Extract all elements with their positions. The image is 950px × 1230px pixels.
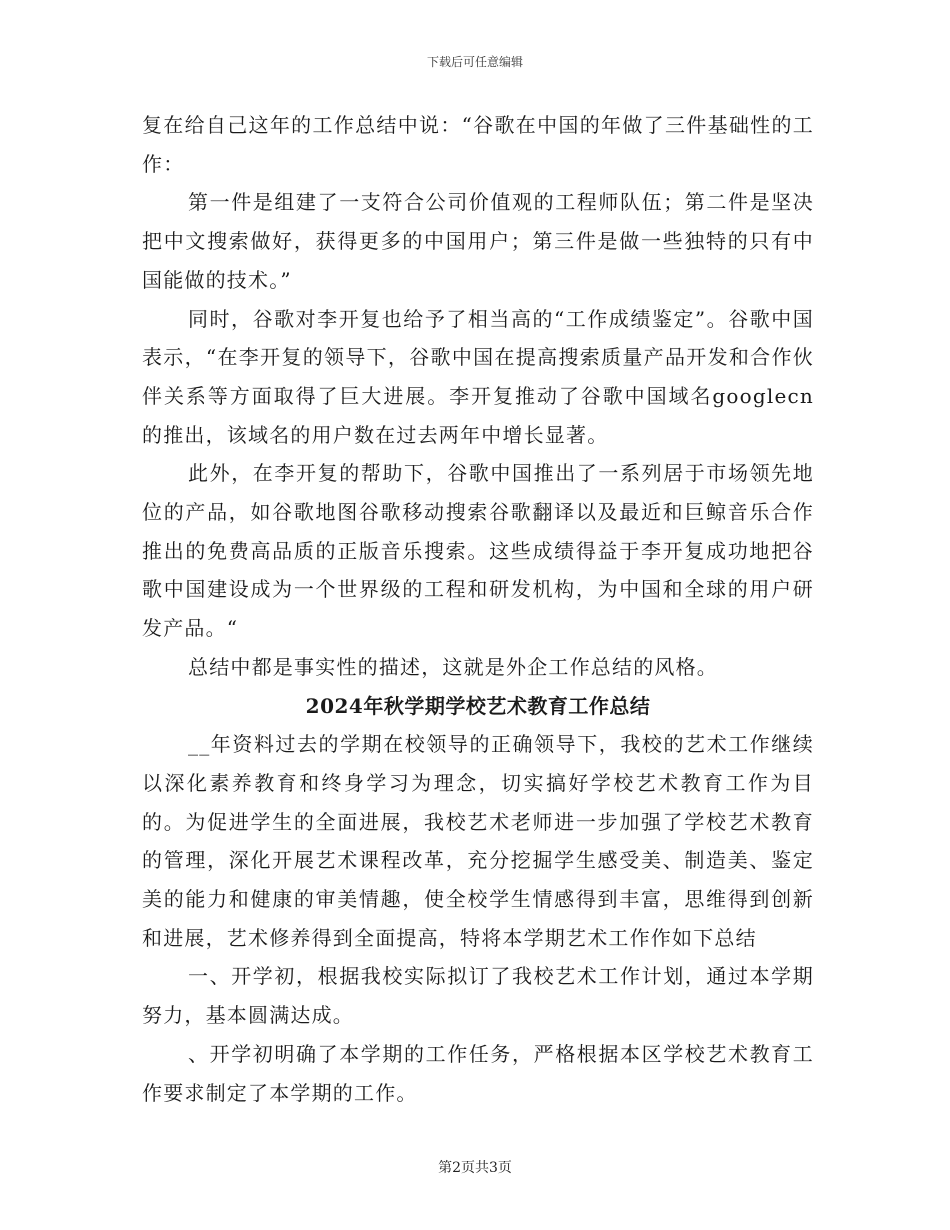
paragraph: 同时，谷歌对李开复也给予了相当高的“工作成绩鉴定”。谷歌中国表示，“在李开复的领导下，谷歌中国在提高搜索质量产品开发和合作伙伴关系等方面取得了巨大进展。李开复推动了谷歌中国域名googlecn的推出，该域名的用户数在过去两年中增长显著。 xyxy=(142,306,814,447)
paragraph: 此外，在李开复的帮助下，谷歌中国推出了一系列居于市场领先地位的产品，如谷歌地图谷歌移动搜索谷歌翻译以及最近和巨鲸音乐合作推出的免费高品质的正版音乐搜索。这些成绩得益于李开复成功地把谷歌中国建设成为一个世界级的工程和研发机构，为中国和全球的用户研发产品。“ xyxy=(142,461,814,641)
page-header: 下载后可任意编辑 xyxy=(426,55,523,69)
document-body xyxy=(142,106,814,1112)
paragraph: 一、开学初，根据我校实际拟订了我校艺术工作计划，通过本学期努力，基本圆满达成。 xyxy=(142,964,814,1028)
paragraph: 第一件是组建了一支符合公司价值观的工程师队伍；第二件是坚决把中文搜索做好，获得更多的中国用户；第三件是做一些独特的只有中国能做的技术。” xyxy=(142,190,814,292)
paragraph: __年资料过去的学期在校领导的正确领导下，我校的艺术工作继续以深化素养教育和终身学习为理念，切实搞好学校艺术教育工作为目的。为促进学生的全面进展，我校艺术老师进一步加强了学校艺术教育的管理，深化开展艺术课程改革，充分挖掘学生感受美、制造美、鉴定美的能力和健康的审美情趣，使全校学生情感得到丰富，思维得到创新和进展，艺术修养得到全面提高，特将本学期艺术工作作如下总结 xyxy=(142,732,814,950)
paragraph: 总结中都是事实性的描述，这就是外企工作总结的风格。 xyxy=(188,654,718,679)
paragraph: 、开学初明确了本学期的工作任务，严格根据本区学校艺术教育工作要求制定了本学期的工作。 xyxy=(142,1041,814,1105)
section-title: 2024年秋学期学校艺术教育工作总结 xyxy=(305,693,651,718)
page-footer: 第2页共3页 xyxy=(438,1160,512,1176)
paragraph: 复在给自己这年的工作总结中说：“谷歌在中国的年做了三件基础性的工作： xyxy=(142,113,814,176)
